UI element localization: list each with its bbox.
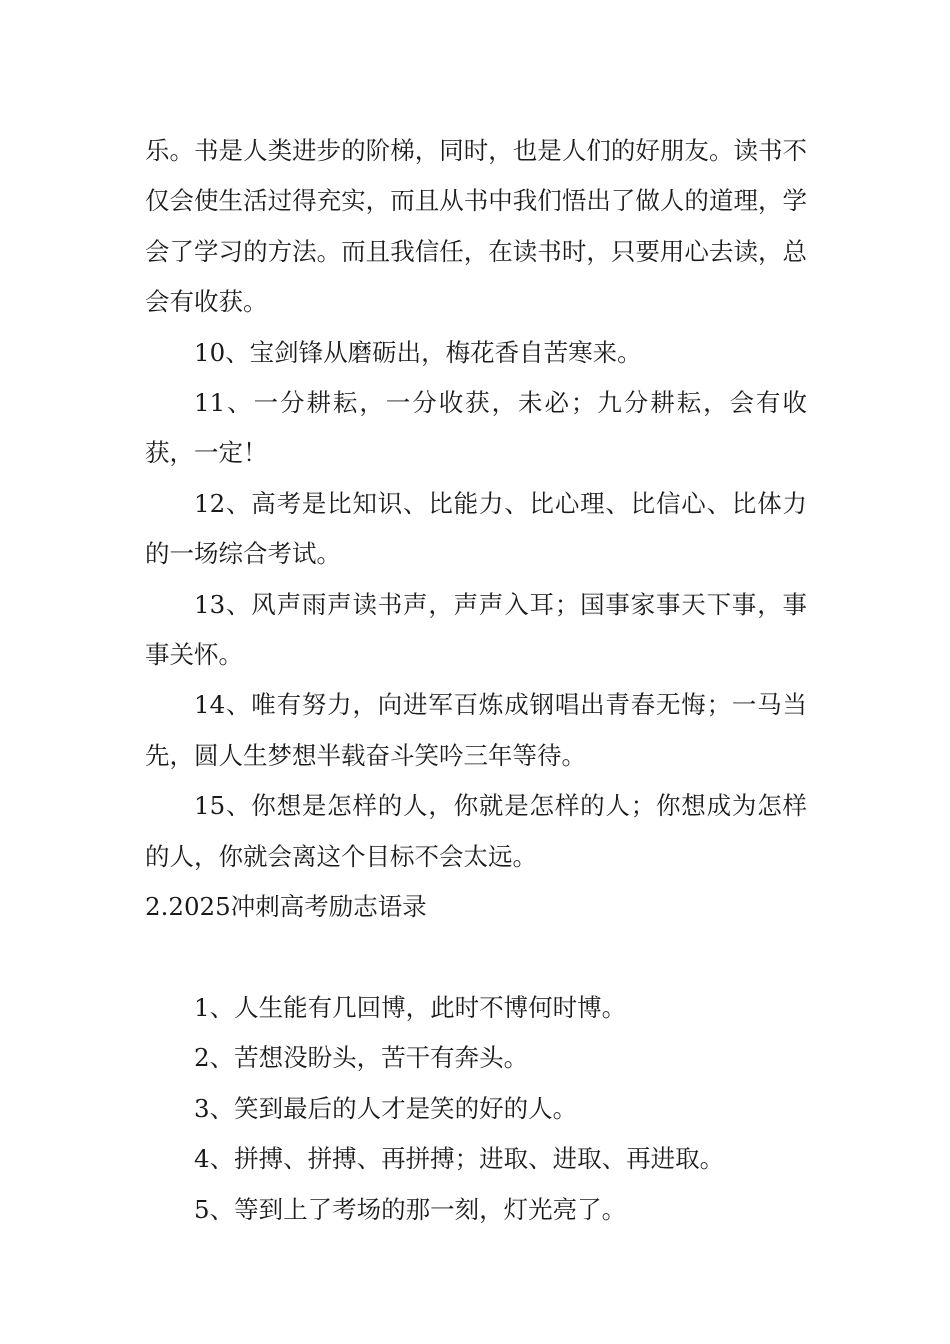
blank-line — [145, 933, 807, 983]
list-item: 12、高考是比知识、比能力、比心理、比信心、比体力的一场综合考试。 — [145, 488, 807, 569]
list-item: 14、唯有努力，向进军百炼成钢唱出青春无悔；一马当先，圆人生梦想半载奋斗笑吟三年等待。 — [145, 690, 807, 770]
list-item: 13、风声雨声读书声，声声入耳；国事家事天下事，事事关怀。 — [145, 589, 807, 670]
list-item: 15、你想是怎样的人，你就是怎样的人；你想成为怎样的人，你就会离这个目标不会太远。 — [145, 791, 807, 871]
list-item: 2、苦想没盼头，苦干有奔头。 — [194, 1043, 529, 1073]
list-item: 11、一分耕耘，一分收获，未必；九分耕耘，会有收获，一定！ — [145, 388, 807, 468]
list-item: 1、人生能有几回博，此时不博何时博。 — [194, 992, 627, 1022]
section-heading: 2.2025冲刺高考励志语录 — [145, 892, 427, 922]
list-item: 4、拼搏、拼搏、再拼搏；进取、进取、再进取。 — [194, 1144, 725, 1174]
document-page — [145, 126, 807, 1235]
continuation-paragraph: 乐。书是人类进步的阶梯，同时，也是人们的好朋友。读书不仅会使生活过得充实，而且从书中我们悟出了做人的道理，学会了学习的方法。而且我信任，在读书时，只要用心去读，总会有收获。 — [145, 136, 807, 317]
list-item: 3、笑到最后的人才是笑的好的人。 — [194, 1093, 578, 1123]
list-item: 5、等到上了考场的那一刻，灯光亮了。 — [194, 1194, 627, 1224]
list-item: 10、宝剑锋从磨砺出，梅花香自苦寒来。 — [194, 337, 642, 367]
